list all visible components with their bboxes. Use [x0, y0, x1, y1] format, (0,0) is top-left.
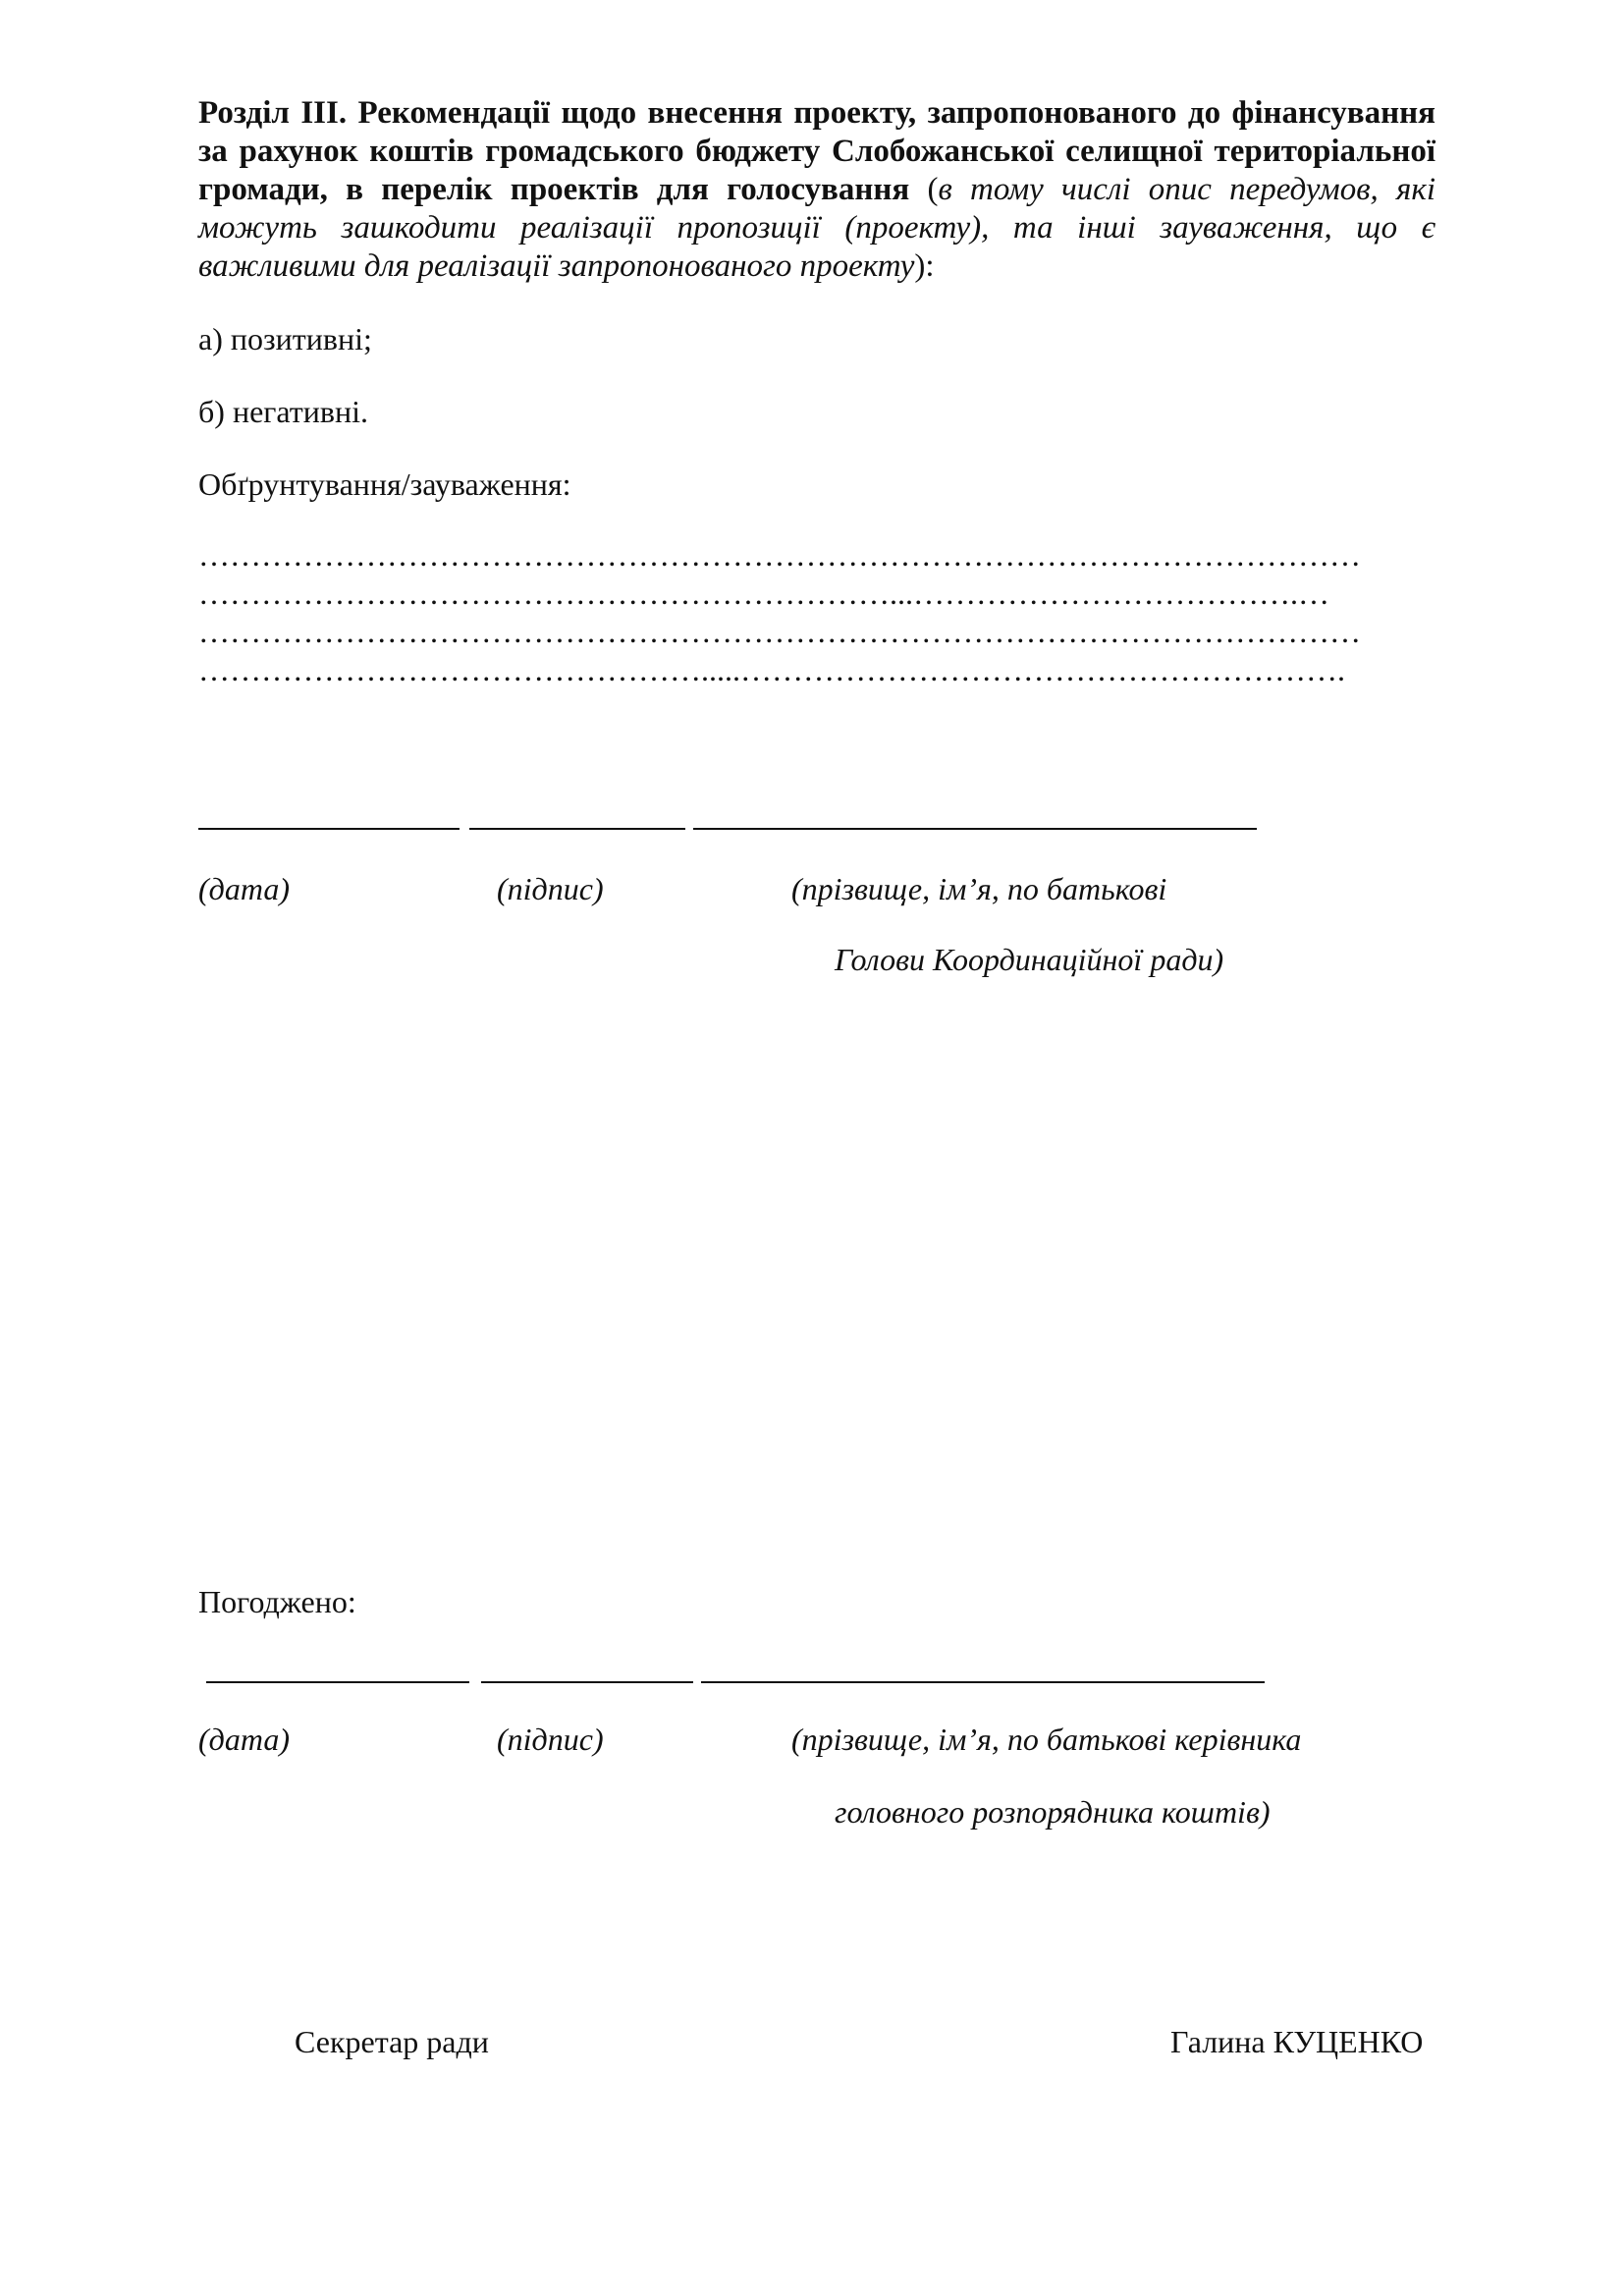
- dotted-line: …………………………………………………………………………………………………: [198, 614, 1361, 649]
- council-name-caption-line2: Голови Координаційної ради): [835, 942, 1224, 977]
- section-heading-italic: в тому числі опис передумов, які можуть зашкодити реалізації пропозиції (проекту), та інші зауваження, що є важливими для реалізації запропонованого проекту: [198, 172, 1435, 284]
- dotted-line: ………………………………………….....………………………………………………….: [198, 652, 1345, 687]
- approval-signature-line: [481, 1681, 693, 1683]
- council-signature-lines: [0, 828, 1624, 830]
- council-date-line: [198, 828, 460, 830]
- approval-name-caption-line2: головного розпорядника коштів): [835, 1794, 1271, 1830]
- section-heading-bold: Розділ ІІІ. Рекомендації щодо внесення проекту, запропонованого до фінансування за рахунок коштів громадського бюджету Слобожанської селищної територіальної громади, в перелік проектів для голосування: [198, 95, 1435, 207]
- council-date-caption: (дата): [198, 871, 290, 906]
- section-heading-close-paren: ):: [914, 248, 935, 284]
- approval-signature-caption: (підпис): [497, 1722, 604, 1757]
- section-heading-open-paren: (: [909, 172, 939, 207]
- approval-label: Погоджено:: [198, 1584, 356, 1619]
- option-negative: б) негативні.: [198, 394, 368, 429]
- council-name-line: [693, 828, 1257, 830]
- option-positive: а) позитивні;: [198, 321, 372, 356]
- approval-date-line: [206, 1681, 469, 1683]
- approval-name-caption-line1: (прізвище, ім’я, по батькові керівника: [791, 1722, 1302, 1757]
- justification-dotted-lines: [198, 536, 1435, 689]
- approval-signature-lines: [0, 1681, 1624, 1683]
- council-signature-line: [469, 828, 685, 830]
- council-name-caption-line1: (прізвище, ім’я, по батькові: [791, 871, 1167, 906]
- section-heading: [198, 94, 1435, 286]
- dotted-line: …………………………………………………………………………………………………: [198, 537, 1361, 573]
- dotted-line: …………………………………………………………...……………………………….…: [198, 575, 1329, 611]
- council-signature-caption: (підпис): [497, 871, 604, 906]
- approval-name-line: [701, 1681, 1265, 1683]
- approval-date-caption: (дата): [198, 1722, 290, 1757]
- secretary-name: Галина КУЦЕНКО: [1170, 2024, 1424, 2059]
- justification-label: Обґрунтування/зауваження:: [198, 466, 571, 502]
- secretary-position: Секретар ради: [295, 2024, 489, 2059]
